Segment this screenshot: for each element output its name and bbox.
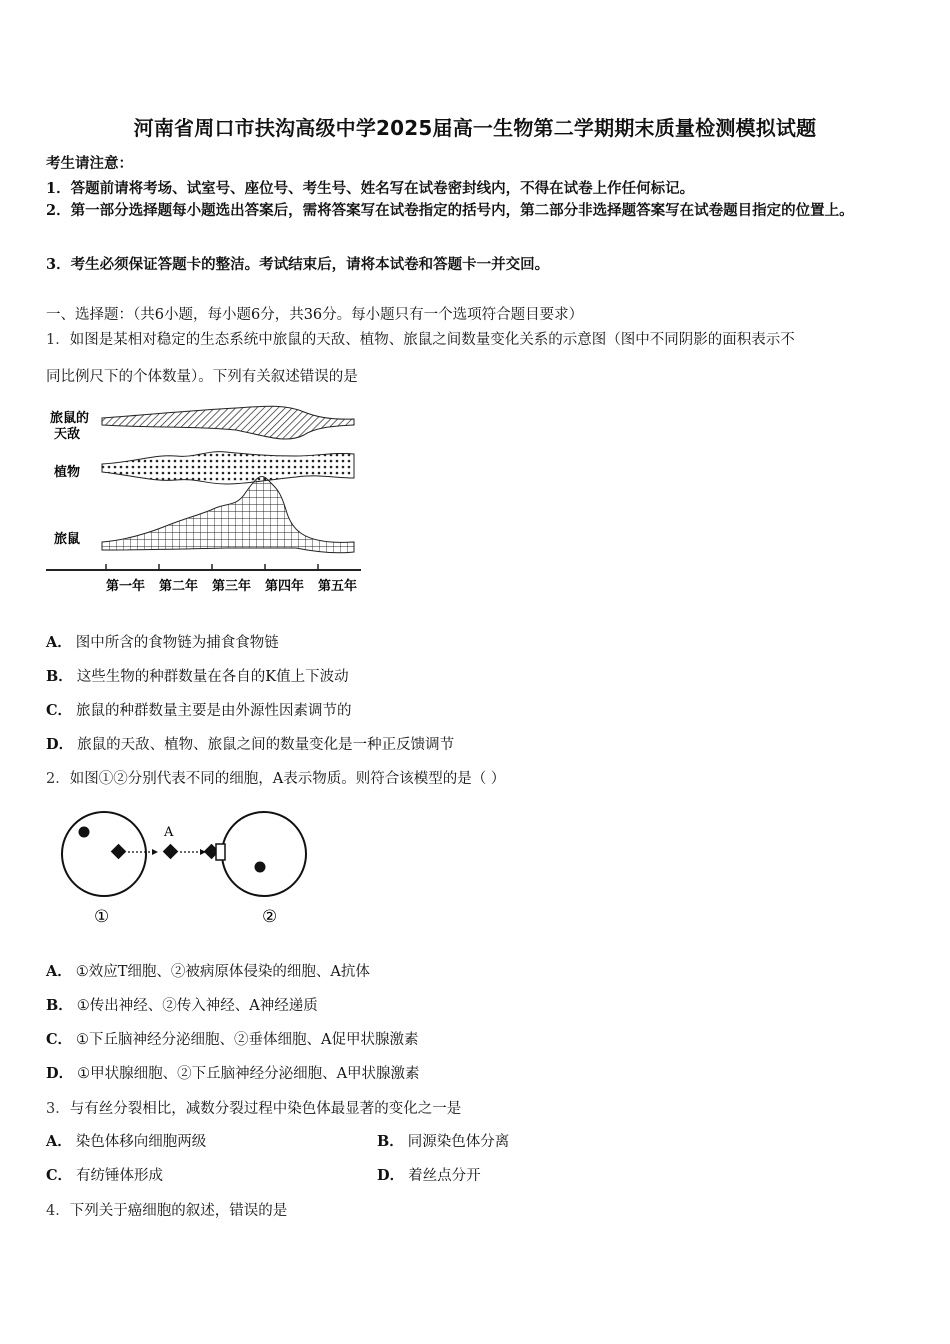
option-label: A．: [46, 963, 72, 980]
option-label: B．: [46, 997, 73, 1014]
question-2-stem-text: 如图①②分别代表不同的细胞，A表示物质。则符合该模型的是（ ）: [69, 771, 506, 787]
signal-molecule-a: [163, 844, 179, 860]
notice-heading: 考生请注意：: [46, 155, 133, 172]
x-label-year5: 第五年: [318, 579, 358, 594]
x-label-year2: 第二年: [159, 579, 199, 594]
question-2-option-d: [46, 1062, 420, 1083]
option-label: C．: [46, 702, 73, 719]
x-label-year1: 第一年: [106, 579, 146, 594]
question-3-number: 3．: [46, 1101, 70, 1117]
option-text: 这些生物的种群数量在各自的K值上下波动: [76, 669, 349, 685]
notice-item-1: 1．答题前请将考场、试室号、座位号、考生号、姓名写在试卷密封线内，不得在试卷上作任何标记。: [46, 180, 695, 197]
option-text: 同源染色体分离: [407, 1134, 510, 1150]
question-2-option-b: [46, 994, 318, 1015]
question-4-stem: [46, 1199, 287, 1220]
question-3-option-d: [377, 1164, 481, 1185]
option-text: 旅鼠的天敌、植物、旅鼠之间的数量变化是一种正反馈调节: [77, 737, 455, 753]
label-predator-1: 旅鼠的: [50, 411, 90, 426]
question-4-number: 4．: [46, 1203, 70, 1219]
label-substance-a: A: [164, 825, 174, 840]
option-label: A．: [46, 1133, 72, 1150]
option-label: A．: [46, 634, 72, 651]
notice-item-2: 2．第一部分选择题每小题选出答案后，需将答案写在试卷指定的括号内，第二部分非选择题答案写在试卷题目指定的位置上。: [46, 202, 854, 219]
option-text: ①下丘脑神经分泌细胞、②垂体细胞、A促甲状腺激素: [76, 1032, 419, 1048]
option-text: 图中所含的食物链为捕食食物链: [75, 635, 279, 651]
question-1-option-d: [46, 733, 454, 754]
option-text: 有纺锤体形成: [76, 1168, 164, 1184]
plant-band: [102, 452, 354, 484]
signal-molecule-in-cell-1: [111, 844, 127, 860]
question-1-stem-line1: [46, 328, 795, 349]
predator-band: [102, 406, 354, 439]
label-predator-2: 天敌: [54, 427, 81, 442]
option-label: D．: [46, 736, 74, 753]
question-1-option-c: [46, 699, 352, 720]
question-3-option-a: [46, 1130, 206, 1151]
lemming-band: [102, 476, 354, 552]
x-label-year3: 第三年: [212, 579, 252, 594]
option-label: B．: [377, 1133, 404, 1150]
question-1-stem-text: 如图是某相对稳定的生态系统中旅鼠的天敌、植物、旅鼠之间数量变化关系的示意图（图中不同阴影的面积表示不: [69, 332, 795, 348]
cell-2-label: ②: [262, 907, 278, 927]
cell-1: [62, 812, 146, 896]
population-change-figure: [46, 392, 376, 600]
option-text: 旅鼠的种群数量主要是由外源性因素调节的: [76, 703, 352, 719]
question-2-stem: [46, 767, 505, 788]
question-4-stem-text: 下列关于癌细胞的叙述，错误的是: [69, 1203, 288, 1219]
question-3-option-b: [377, 1130, 509, 1151]
section-heading: 一、选择题：（共6小题，每小题6分，共36分。每小题只有一个选项符合题目要求）: [46, 307, 584, 323]
option-text: ①传出神经、②传入神经、A神经递质: [76, 998, 318, 1014]
question-2-option-a: [46, 960, 370, 981]
label-lemming: 旅鼠: [54, 532, 81, 547]
x-label-year4: 第四年: [265, 579, 305, 594]
question-3-option-c: [46, 1164, 163, 1185]
question-1-option-a: [46, 631, 279, 652]
page-title: 河南省周口市扶沟高级中学2025届高一生物第二学期期末质量检测模拟试题: [133, 116, 817, 140]
option-text: ①甲状腺细胞、②下丘脑神经分泌细胞、A甲状腺激素: [77, 1066, 420, 1082]
question-2-number: 2．: [46, 771, 70, 787]
option-label: B．: [46, 668, 73, 685]
option-text: 着丝点分开: [408, 1168, 481, 1184]
cell-2-nucleus: [255, 862, 266, 873]
cell-signaling-figure: [56, 806, 326, 928]
option-label: C．: [46, 1031, 73, 1048]
question-1-option-b: [46, 665, 349, 686]
question-3-stem: [46, 1097, 461, 1118]
question-2-option-c: [46, 1028, 419, 1049]
notice-item-3: 3．考生必须保证答题卡的整洁。考试结束后，请将本试卷和答题卡一并交回。: [46, 256, 550, 273]
option-label: C．: [46, 1167, 73, 1184]
label-plant: 植物: [54, 465, 81, 480]
option-text: ①效应T细胞、②被病原体侵染的细胞、A抗体: [75, 964, 370, 980]
cell-1-nucleus: [79, 827, 90, 838]
question-1-number: 1．: [46, 332, 70, 348]
option-text: 染色体移向细胞两级: [75, 1134, 207, 1150]
question-3-stem-text: 与有丝分裂相比，减数分裂过程中染色体最显著的变化之一是: [69, 1101, 462, 1117]
receptor: [216, 844, 225, 860]
option-label: D．: [377, 1167, 405, 1184]
cell-2: [222, 812, 306, 896]
option-label: D．: [46, 1065, 74, 1082]
question-1-stem-line2: 同比例尺下的个体数量）。下列有关叙述错误的是: [46, 369, 358, 385]
cell-1-label: ①: [94, 907, 110, 927]
